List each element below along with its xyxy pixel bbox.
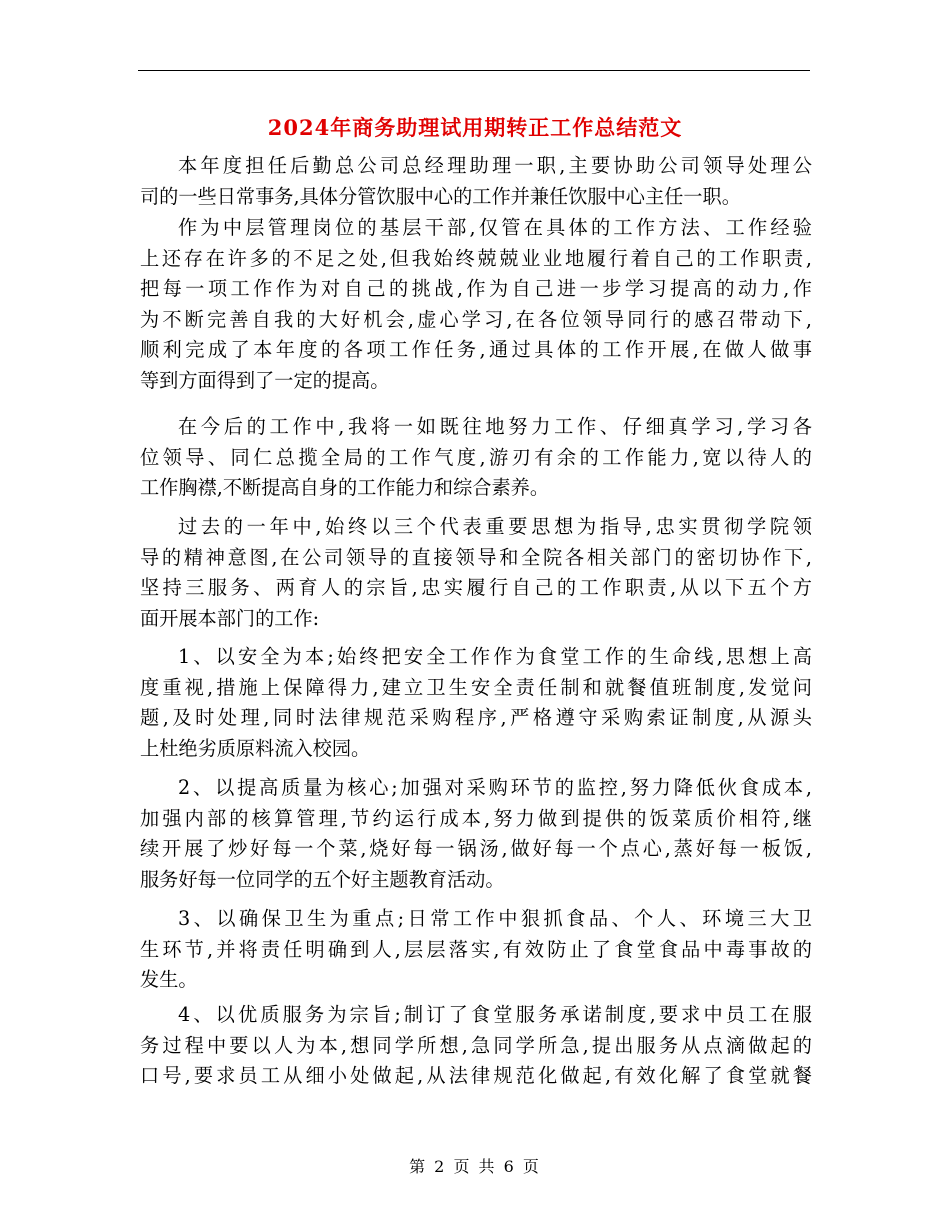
paragraph-line: 2、以提高质量为核心;加强对采购环节的监控,努力降低伙食成本,	[178, 776, 812, 799]
page-footer: 第 2 页 共 6 页	[409, 1157, 541, 1176]
paragraph-line: 服务好每一位同学的五个好主题教育活动。	[140, 867, 505, 891]
paragraph-line: 3、以确保卫生为重点;日常工作中狠抓食品、个人、环境三大卫	[178, 907, 812, 930]
paragraph-line: 4、以优质服务为宗旨;制订了食堂服务承诺制度,要求中员工在服	[178, 1003, 812, 1026]
paragraph	[140, 213, 812, 397]
header-rule	[138, 70, 810, 71]
paragraph-line: 作为中层管理岗位的基层干部,仅管在具体的工作方法、工作经验	[178, 216, 812, 239]
document-title: 2024年商务助理试用期转正工作总结范文	[267, 115, 683, 140]
paragraph	[140, 151, 812, 212]
paragraph-line: 上杜绝劣质原料流入校园。	[140, 736, 371, 760]
paragraph-line: 题,及时处理,同时法律规范采购程序,严格遵守采购索证制度,从源头	[140, 706, 812, 730]
paragraph-line: 为不断完善自我的大好机会,虚心学习,在各位领导同行的感召带动下,	[140, 307, 812, 331]
paragraph-line: 1、以安全为本;始终把安全工作作为食堂工作的生命线,思想上高	[178, 645, 812, 668]
paragraph-line: 导的精神意图,在公司领导的直接领导和全院各相关部门的密切协作下,	[140, 545, 812, 569]
paragraph	[140, 642, 812, 764]
paragraph	[140, 773, 812, 895]
paragraph	[140, 1000, 812, 1092]
paragraph-line: 度重视,措施上保障得力,建立卫生安全责任制和就餐值班制度,发觉问	[140, 675, 812, 699]
paragraph-line: 本年度担任后勤总公司总经理助理一职,主要协助公司领导处理公	[178, 154, 812, 177]
paragraph-line: 过去的一年中,始终以三个代表重要思想为指导,忠实贯彻学院领	[178, 515, 812, 538]
paragraph	[140, 904, 812, 996]
paragraph-line: 等到方面得到了一定的提高。	[140, 368, 390, 392]
paragraph-line: 坚持三服务、两育人的宗旨,忠实履行自己的工作职责,从以下五个方	[140, 576, 812, 600]
paragraph-line: 工作胸襟,不断提高自身的工作能力和综合素养。	[140, 476, 550, 500]
paragraph-line: 续开展了炒好每一个菜,烧好每一锅汤,做好每一个点心,蒸好每一板饭,	[140, 837, 812, 861]
paragraph-line: 上还存在许多的不足之处,但我始终兢兢业业地履行着自己的工作职责,	[140, 246, 812, 270]
paragraph-line: 司的一些日常事务,具体分管饮服中心的工作并兼任饮服中心主任一职。	[140, 184, 741, 208]
paragraph-line: 务过程中要以人为本,想同学所想,急同学所急,提出服务从点滴做起的	[140, 1033, 812, 1057]
paragraph-line: 顺利完成了本年度的各项工作任务,通过具体的工作开展,在做人做事	[140, 338, 812, 362]
paragraph-line: 生环节,并将责任明确到人,层层落实,有效防止了食堂食品中毒事故的	[140, 937, 812, 961]
paragraph-line: 口号,要求员工从细小处做起,从法律规范化做起,有效化解了食堂就餐	[140, 1064, 812, 1088]
paragraph	[140, 512, 812, 634]
paragraph-line: 发生。	[140, 968, 198, 992]
paragraph-line: 把每一项工作作为对自己的挑战,作为自己进一步学习提高的动力,作	[140, 277, 812, 301]
paragraph	[140, 412, 812, 504]
paragraph-line: 位领导、同仁总揽全局的工作气度,游刃有余的工作能力,宽以待人的	[140, 445, 812, 469]
paragraph-line: 在今后的工作中,我将一如既往地努力工作、仔细真学习,学习各	[178, 415, 812, 438]
paragraph-line: 加强内部的核算管理,节约运行成本,努力做到提供的饭菜质价相符,继	[140, 806, 812, 830]
paragraph-line: 面开展本部门的工作:	[140, 606, 320, 630]
